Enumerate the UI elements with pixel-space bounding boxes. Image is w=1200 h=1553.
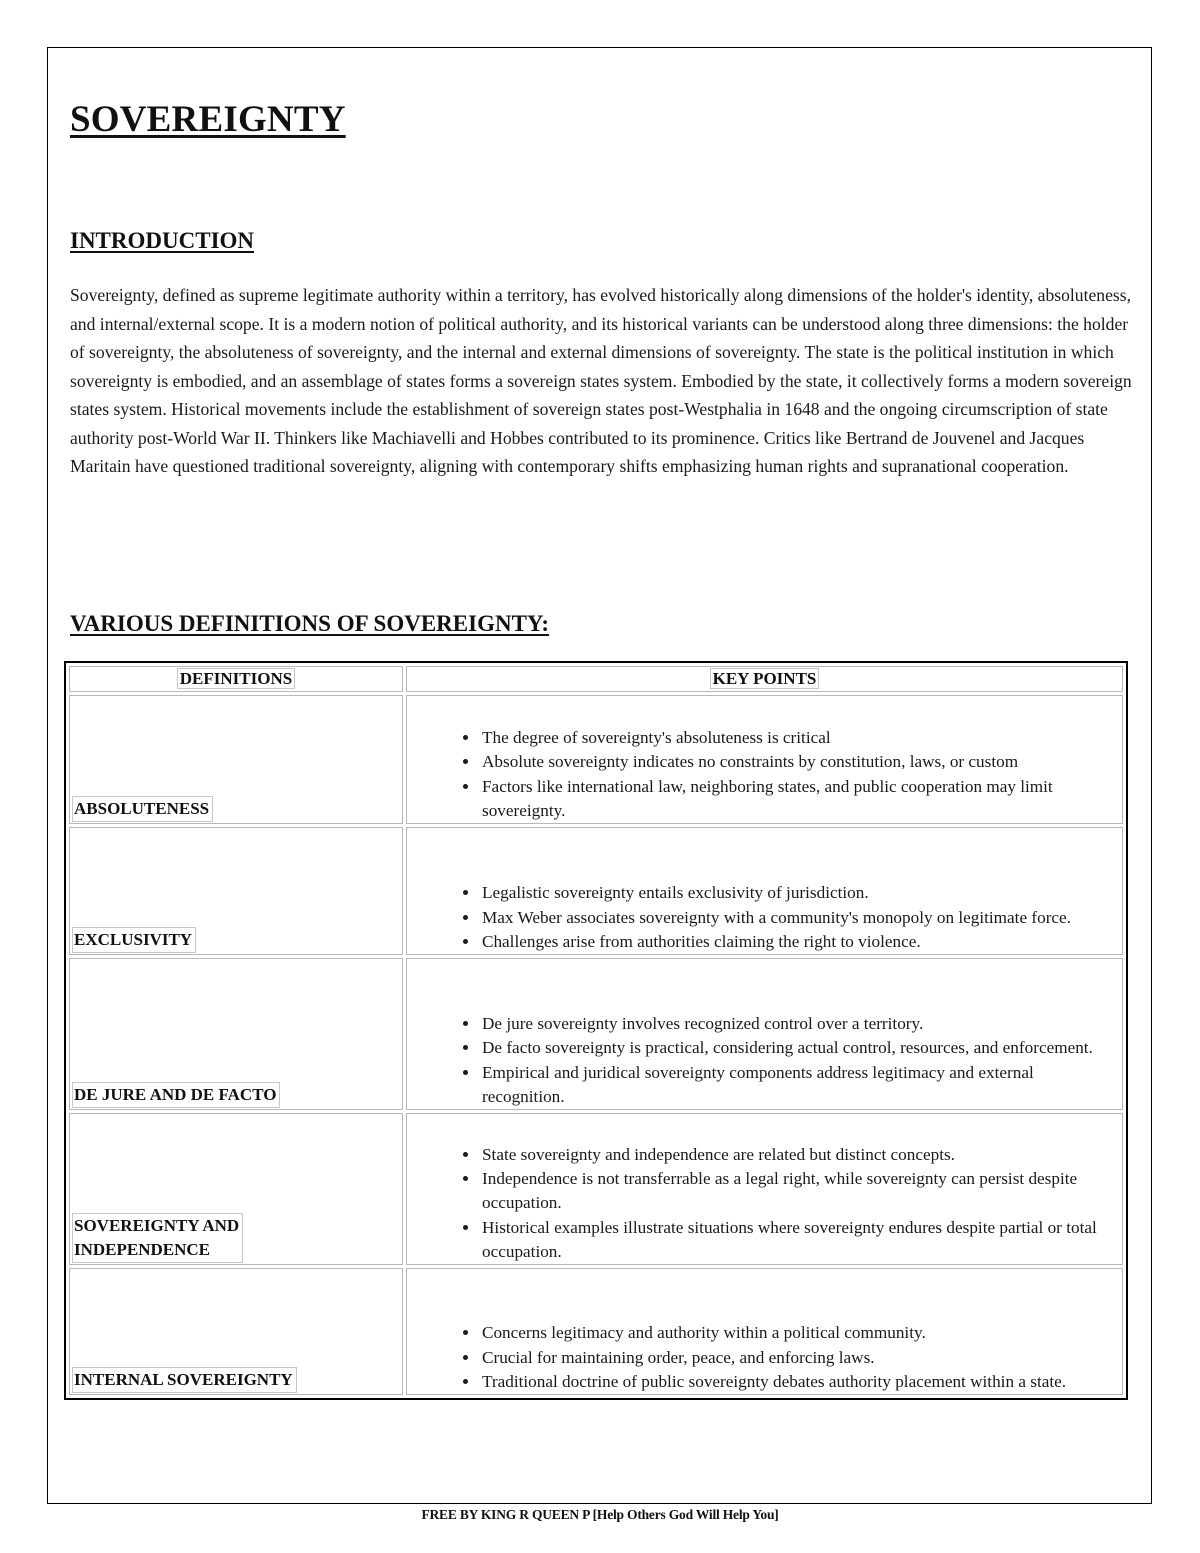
list-item: • Concerns legitimacy and authority within a political community. [480,1321,1114,1345]
document-title: SOVEREIGNTY [70,99,346,140]
table-row [69,1113,1123,1265]
list-item: • Challenges arise from authorities claiming the right to violence. [480,930,1114,954]
list-item: • Max Weber associates sovereignty with a community's monopoly on legitimate force. [480,906,1114,930]
definition-term-line: SOVEREIGNTY AND [74,1216,240,1235]
definition-term: ABSOLUTENESS [72,796,213,822]
list-item: • Crucial for maintaining order, peace, and enforcing laws. [480,1346,1114,1370]
column-header-definitions: DEFINITIONS [69,666,403,692]
list-item: • De facto sovereignty is practical, considering actual control, resources, and enforcement. [480,1036,1114,1060]
introduction-paragraph: Sovereignty, defined as supreme legitimate authority within a territory, has evolved historically along dimensions of the holder's identity, absoluteness, and internal/external scope. It is a modern notion of political authority, and its historical variants can be understood along three dimensions: the holder of sovereignty, the absoluteness of sovereignty, and the internal and external dimensions of sovereignty. The state is the political institution in which sovereignty is embodied, and an assemblage of states forms a sovereign states system. Embodied by the state, it collectively forms a modern sovereign states system. Historical movements include the establishment of sovereign states post-Westphalia in 1648 and the ongoing circumscription of state authority post-World War II. Thinkers like Machiavelli and Hobbes contributed to its prominence. Critics like Bertrand de Jouvenel and Jacques Maritain have questioned traditional sovereignty, aligning with contemporary shifts emphasizing human rights and supranational cooperation. [70,285,1132,476]
table-row [69,695,1123,824]
list-item: • State sovereignty and independence are related but distinct concepts. [480,1143,1114,1167]
key-points-list [407,1012,1114,1109]
list-item: • Empirical and juridical sovereignty components address legitimacy and external recognition. [480,1061,1114,1109]
table-row [69,958,1123,1110]
key-points-cell [406,695,1123,824]
introduction-heading: INTRODUCTION [70,228,255,253]
table-header-row [69,666,1123,692]
table-row [69,1268,1123,1395]
table-row [69,827,1123,955]
list-item: • The degree of sovereignty's absoluteness is critical [480,726,1114,750]
key-points-cell [406,1113,1123,1265]
definition-cell [69,695,403,824]
list-item: • Absolute sovereignty indicates no constraints by constitution, laws, or custom [480,750,1114,774]
list-item: • Independence is not transferrable as a legal right, while sovereignty can persist despite occupation. [480,1167,1114,1215]
definition-term-line: INDEPENDENCE [74,1240,211,1259]
list-item: • Legalistic sovereignty entails exclusivity of jurisdiction. [480,881,1114,905]
definition-cell [69,1268,403,1395]
definition-term: DE JURE AND DE FACTO [72,1082,280,1108]
key-points-list [407,881,1114,954]
list-item: • Historical examples illustrate situations where sovereignty endures despite partial or total occupation. [480,1216,1114,1264]
definition-term: EXCLUSIVITY [72,927,196,953]
key-points-cell [406,827,1123,955]
definition-term: INTERNAL SOVEREIGNTY [72,1367,297,1393]
list-item: • Traditional doctrine of public sovereignty debates authority placement within a state. [480,1370,1114,1394]
key-points-list [407,1143,1114,1264]
definitions-table [64,661,1128,1400]
list-item: • Factors like international law, neighboring states, and public cooperation may limit sovereignty. [480,775,1114,823]
key-points-cell [406,958,1123,1110]
key-points-cell [406,1268,1123,1395]
key-points-list [407,726,1114,823]
definition-cell [69,1113,403,1265]
list-item: • De jure sovereignty involves recognized control over a territory. [480,1012,1114,1036]
definitions-heading: VARIOUS DEFINITIONS OF SOVEREIGNTY: [70,611,550,636]
column-header-key-points: KEY POINTS [406,666,1123,692]
page-footer: FREE BY KING R QUEEN P [Help Others God Will Help You] [421,1507,779,1522]
definition-term [72,1213,243,1263]
definition-cell [69,827,403,955]
key-points-list [407,1321,1114,1394]
definition-cell [69,958,403,1110]
